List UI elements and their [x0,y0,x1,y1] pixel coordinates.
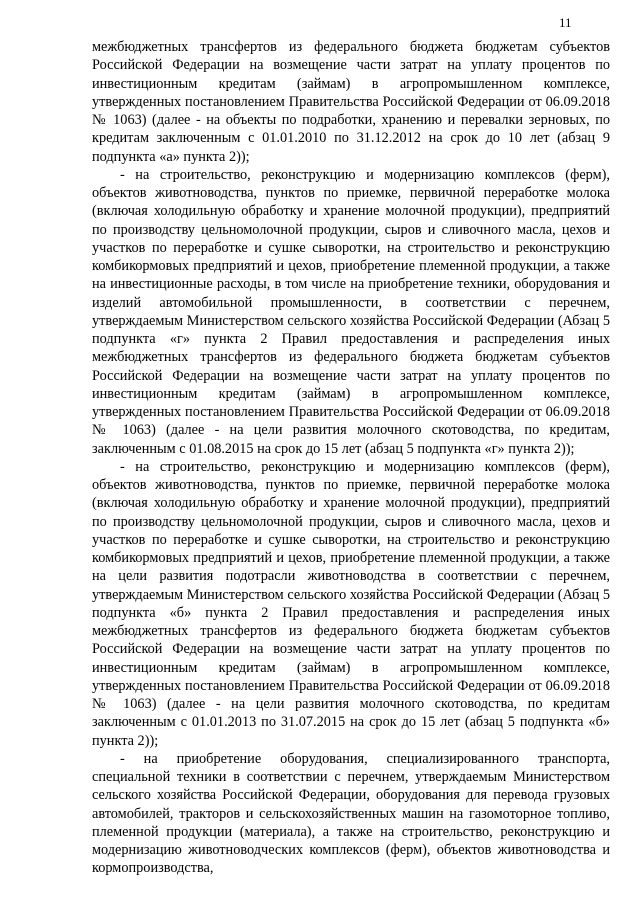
paragraph-continuation: межбюджетных трансфертов из федерального бюджета бюджетам субъектов Российской Федерации на возмещение части затрат на уплату процентов по инвестиционным кредитам (займам) в агропромышленном комплексе, утвержденных постановлением Правительства Российской Федерации от 06.09.2018 № 1063) (далее - на объекты по подработки, хранению и перевалки зерновых, по кредитам заключенным с 01.01.2010 по 31.12.2012 на срок до 10 лет (абзац 9 подпункта «а» пункта 2)); [92,39,610,165]
paragraph-dairy-farming-2015: - на строительство, реконструкцию и модернизацию комплексов (ферм), объектов животноводства, пунктов по приемке, первичной переработке молока (включая холодильную обработку и хранение молочной продукции), предприятий по производству цельномолочной продукции, сыров и сливочного масла, цехов и участков по переработке и сушке сыворотки, на строительство и реконструкцию комбикормовых предприятий и цехов, приобретение племенной продукции, а также на инвестиционные расходы, в том числе на приобретение техники, оборудования и изделий автомобильной промышленности, в соответствии с перечнем, утверждаемым Министерством сельского хозяйства Российской Федерации (Абзац 5 подпункта «г» пункта 2 Правил предоставления и распределения иных межбюджетных трансфертов из федерального бюджета бюджетам субъектов Российской Федерации на возмещение части затрат на уплату процентов по инвестиционным кредитам (займам) в агропромышленном комплексе, утвержденных постановлением Правительства Российской Федерации от 06.09.2018 № 1063) (далее - на цели развития молочного скотоводства, по кредитам, заключенным с 01.08.2015 на срок до 15 лет (абзац 5 подпункта «г» пункта 2)); [92,166,610,457]
page-number: 11 [559,15,572,30]
paragraph-dairy-farming-2013: - на строительство, реконструкцию и модернизацию комплексов (ферм), объектов животноводства, пунктов по приемке, первичной переработке молока (включая холодильную обработку и хранение молочной продукции), предприятий по производству цельномолочной продукции, сыров и сливочного масла, цехов и участков по переработке и сушке сыворотки, на строительство и реконструкцию комбикормовых предприятий и цехов, приобретение племенной продукции, а также на цели развития подотрасли животноводства в соответствии с перечнем, утверждаемым Министерством сельского хозяйства Российской Федерации (Абзац 5 подпункта «б» пункта 2 Правил предоставления и распределения иных межбюджетных трансфертов из федерального бюджета бюджетам субъектов Российской Федерации на возмещение части затрат на уплату процентов по инвестиционным кредитам (займам) в агропромышленном комплексе, утвержденных постановлением Правительства Российской Федерации от 06.09.2018 № 1063) (далее - на цели развития молочного скотоводства, по кредитам заключенным с 01.01.2013 по 31.07.2015 на срок до 15 лет (абзац 5 подпункта «б» пункта 2)); [92,458,610,749]
paragraph-equipment-purchase: - на приобретение оборудования, специализированного транспорта, специальной техники в соответствии с перечнем, утверждаемым Министерством сельского хозяйства Российской Федерации, оборудования для перевода грузовых автомобилей, тракторов и сельскохозяйственных машин на газомоторное топливо, племенной продукции (материала), а также на строительство, реконструкцию и модернизацию животноводческих комплексов (ферм), объектов животноводства и кормопроизводства, [92,750,610,877]
document-body [92,38,610,878]
